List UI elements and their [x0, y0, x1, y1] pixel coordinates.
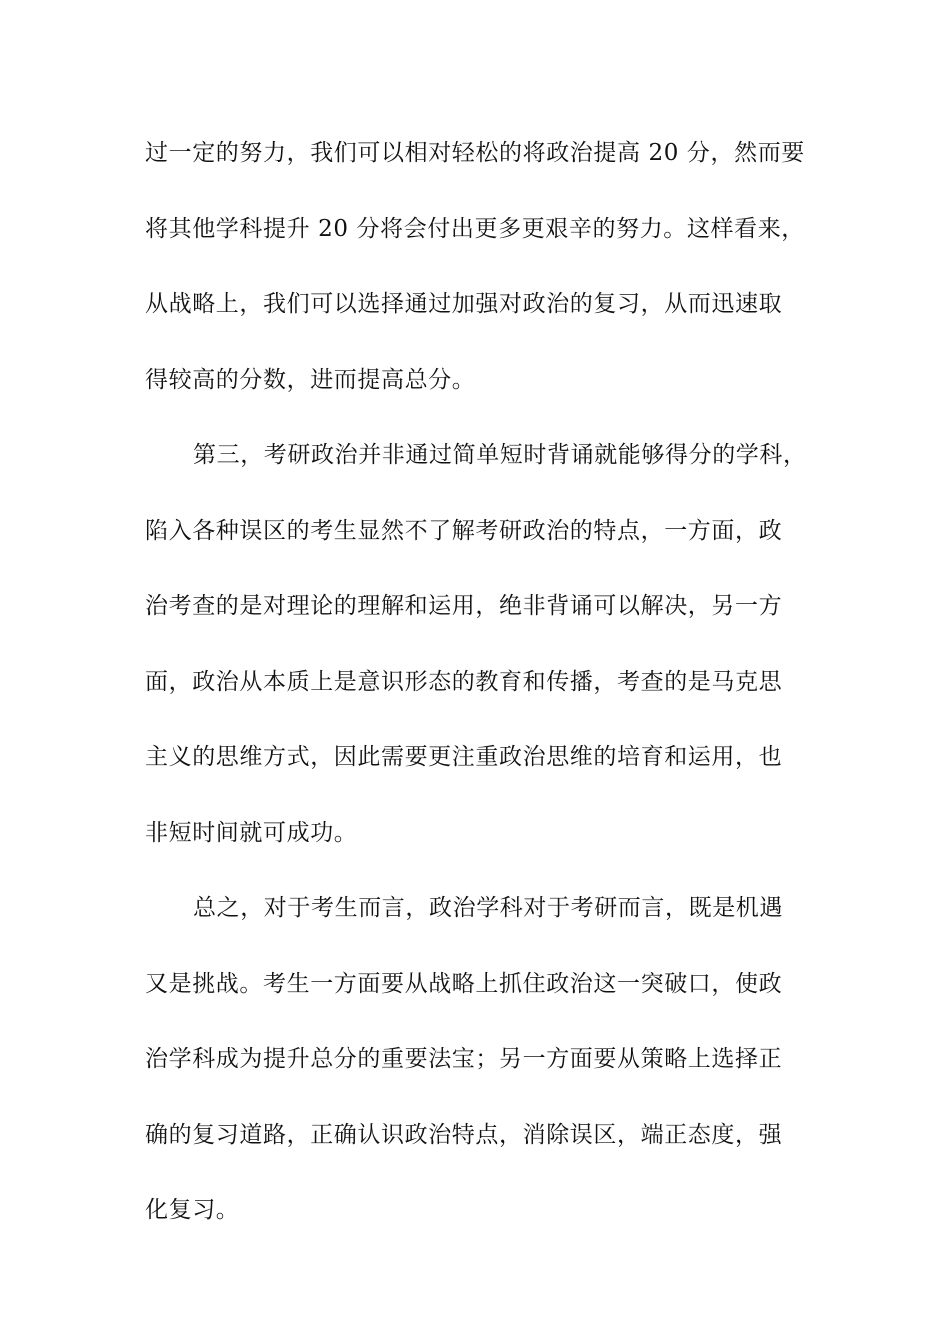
body-text — [145, 131, 815, 1264]
text-line: 将其他学科提升 20 分将会付出更多更艰辛的努力。这样看来， — [145, 215, 805, 242]
text-line: 从战略上，我们可以选择通过加强对政治的复习，从而迅速取 — [145, 291, 783, 317]
text-line: 过一定的努力，我们可以相对轻松的将政治提高 20 分，然而要 — [145, 140, 805, 166]
text-line: 化复习。 — [145, 1197, 240, 1223]
text-line: 非短时间就可成功。 — [145, 819, 358, 846]
paragraph-start-line: 第三，考研政治并非通过简单短时背诵就能够得分的学科， — [193, 442, 807, 468]
text-line: 治学科成为提升总分的重要法宝；另一方面要从策略上选择正 — [145, 1046, 783, 1072]
text-line: 又是挑战。考生一方面要从战略上抓住政治这一突破口，使政 — [145, 970, 783, 997]
text-line: 得较高的分数，进而提高总分。 — [145, 366, 476, 393]
text-line: 主义的思维方式，因此需要更注重政治思维的培育和运用，也 — [145, 744, 783, 770]
text-line: 确的复习道路，正确认识政治特点，消除误区，端正态度，强 — [145, 1121, 783, 1148]
text-line: 治考查的是对理论的理解和运用，绝非背诵可以解决，另一方 — [145, 593, 783, 619]
text-line: 面，政治从本质上是意识形态的教育和传播，考查的是马克思 — [145, 668, 783, 695]
text-line: 陷入各种误区的考生显然不了解考研政治的特点，一方面，政 — [145, 517, 783, 544]
paragraph-start-line: 总之，对于考生而言，政治学科对于考研而言，既是机遇 — [193, 895, 783, 921]
